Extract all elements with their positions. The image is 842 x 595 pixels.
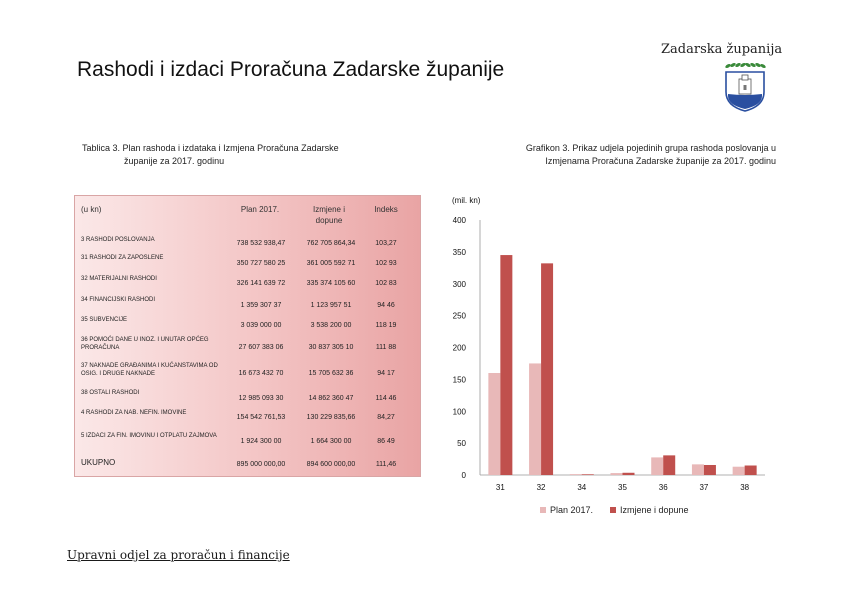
table-cell-plan: 350 727 580 25 — [236, 260, 286, 267]
expense-bar-chart — [440, 190, 780, 525]
table-row-label: 32 MATERIJALNI RASHODI — [81, 276, 157, 282]
table-header-plan: Plan 2017. — [240, 205, 280, 214]
department-link[interactable]: Upravni odjel za proračun i financije — [67, 548, 290, 562]
table-row-label: 36 POMOĆI DANE U INOZ. I UNUTAR OPĆEG PRORAČUNA — [81, 337, 209, 351]
chart-legend — [540, 505, 689, 515]
table-cell-izmjene: 894 600 000,00 — [306, 461, 356, 468]
table-cell-plan: 154 542 761,53 — [236, 414, 286, 421]
table-cell-izmjene: 335 374 105 60 — [306, 280, 356, 287]
bar-izmjene — [623, 473, 635, 475]
table-cell-izmjene: 15 705 632 36 — [308, 370, 354, 377]
chart-caption — [446, 142, 776, 168]
table-cell-indeks: 94 17 — [377, 370, 395, 377]
x-tick-label: 35 — [618, 483, 627, 492]
table-header-unit: (u kn) — [81, 205, 102, 214]
bar-izmjene — [582, 474, 594, 475]
y-tick-label: 400 — [452, 216, 466, 225]
bar-plan — [529, 363, 541, 475]
x-tick-label: 37 — [699, 483, 709, 492]
table-row-label: 5 IZDACI ZA FIN. IMOVINU I OTPLATU ZAJMOVA — [81, 433, 217, 439]
table-cell-indeks: 102 93 — [375, 260, 397, 267]
table-cell-izmjene: 3 538 200 00 — [310, 322, 352, 329]
table-cell-indeks: 118 19 — [375, 322, 397, 329]
table-cell-plan: 16 673 432 70 — [238, 370, 284, 377]
y-tick-label: 300 — [452, 279, 466, 289]
x-axis-ticks — [496, 483, 750, 492]
table-cell-izmjene: 130 229 835,66 — [306, 414, 356, 421]
bar-izmjene — [745, 466, 757, 475]
x-tick-label: 36 — [658, 483, 668, 492]
table-cell-indeks: 111 88 — [375, 344, 397, 351]
table-cell-izmjene: 14 862 360 47 — [308, 395, 354, 402]
y-tick-label: 100 — [452, 407, 466, 417]
table-cell-izmjene: 361 005 592 71 — [306, 260, 356, 267]
y-tick-label: 150 — [452, 375, 466, 385]
y-tick-label: 0 — [461, 471, 466, 480]
bar-plan — [733, 467, 745, 475]
y-tick-label: 350 — [452, 247, 466, 257]
x-tick-label: 34 — [577, 483, 587, 492]
y-axis-ticks — [453, 216, 467, 480]
table-cell-indeks: 84,27 — [377, 414, 395, 421]
table-cell-plan: 1 359 307 37 — [240, 302, 282, 309]
table-cell-indeks: 103,27 — [375, 240, 397, 247]
bar-plan — [570, 474, 582, 475]
org-name: Zadarska županija — [661, 42, 783, 57]
table-row-label: 3 RASHODI POSLOVANJA — [81, 237, 155, 243]
county-crest-icon — [722, 60, 768, 112]
table-cell-plan: 326 141 639 72 — [236, 280, 286, 287]
table-cell-plan: 738 532 938,47 — [236, 240, 286, 247]
table-cell-indeks: 111,46 — [375, 461, 397, 468]
bar-series — [488, 255, 756, 475]
bar-plan — [692, 464, 704, 475]
table-row-label: 38 OSTALI RASHODI — [81, 390, 140, 396]
y-axis-label: (mil. kn) — [452, 196, 481, 205]
bar-plan — [611, 473, 623, 475]
y-tick-label: 200 — [452, 343, 466, 353]
table-cell-izmjene: 30 837 305 10 — [308, 344, 354, 351]
table-cell-plan: 27 607 383 06 — [238, 344, 284, 351]
table-cell-plan: 3 039 000 00 — [240, 322, 282, 329]
x-tick-label: 32 — [536, 483, 546, 492]
table-row-label: 37 NAKNADE GRAĐANIMA I KUĆANSTAVIMA OD OSIG. I DRUGE NAKNADE — [81, 363, 218, 377]
table-row-label: 31 RASHODI ZA ZAPOSLENE — [81, 255, 164, 261]
table-cell-izmjene: 762 705 864,34 — [306, 240, 356, 247]
bar-izmjene — [704, 465, 716, 475]
table-cell-plan: 12 985 093 30 — [238, 395, 284, 402]
y-tick-label: 50 — [457, 439, 466, 449]
table-header-izmjene: Izmjene i dopune — [312, 205, 345, 225]
table-row-label-total: UKUPNO — [81, 458, 116, 467]
page-title: Rashodi i izdaci Proračuna Zadarske županije — [77, 58, 505, 81]
table-cell-izmjene: 1 664 300 00 — [310, 438, 352, 445]
table-row-label: 4 RASHODI ZA NAB. NEFIN. IMOVINE — [81, 410, 187, 416]
table-header-indeks: Indeks — [374, 205, 398, 214]
bar-izmjene — [541, 263, 553, 475]
table-cell-indeks: 102 83 — [375, 280, 397, 287]
bar-plan — [651, 457, 663, 475]
bar-izmjene — [663, 455, 675, 475]
table-cell-indeks: 94 46 — [377, 302, 395, 309]
legend-swatch — [540, 507, 546, 513]
x-tick-label: 31 — [495, 483, 505, 492]
table-cell-indeks: 86 49 — [377, 438, 395, 445]
table-cell-plan: 1 924 300 00 — [240, 438, 282, 445]
table-row-label: 34 FINANCIJSKI RASHODI — [81, 297, 156, 303]
bar-izmjene — [500, 255, 512, 475]
table-cell-izmjene: 1 123 957 51 — [310, 302, 352, 309]
table-caption-line-1: Tablica 3. Plan rashoda i izdataka i Izmjena Proračuna Zadarske — [82, 143, 339, 153]
table-cell-plan: 895 000 000,00 — [236, 461, 286, 468]
table-caption — [82, 142, 382, 168]
budget-table — [74, 195, 421, 477]
chart-caption-line-1: Grafikon 3. Prikaz udjela pojedinih grupa rashoda poslovanja u — [525, 143, 776, 153]
x-tick-label: 38 — [740, 483, 750, 492]
legend-label: Plan 2017. — [550, 505, 594, 515]
y-tick-label: 250 — [452, 311, 466, 321]
legend-label: Izmjene i dopune — [620, 505, 689, 515]
chart-caption-line-2: Izmjenama Proračuna Zadarske županije za 2017. godinu — [545, 156, 776, 166]
table-cell-indeks: 114 46 — [375, 395, 397, 402]
table-row-label: 35 SUBVENCIJE — [81, 317, 128, 323]
table-caption-line-2: županije za 2017. godinu — [124, 156, 225, 166]
legend-swatch — [610, 507, 616, 513]
bar-plan — [488, 373, 500, 475]
